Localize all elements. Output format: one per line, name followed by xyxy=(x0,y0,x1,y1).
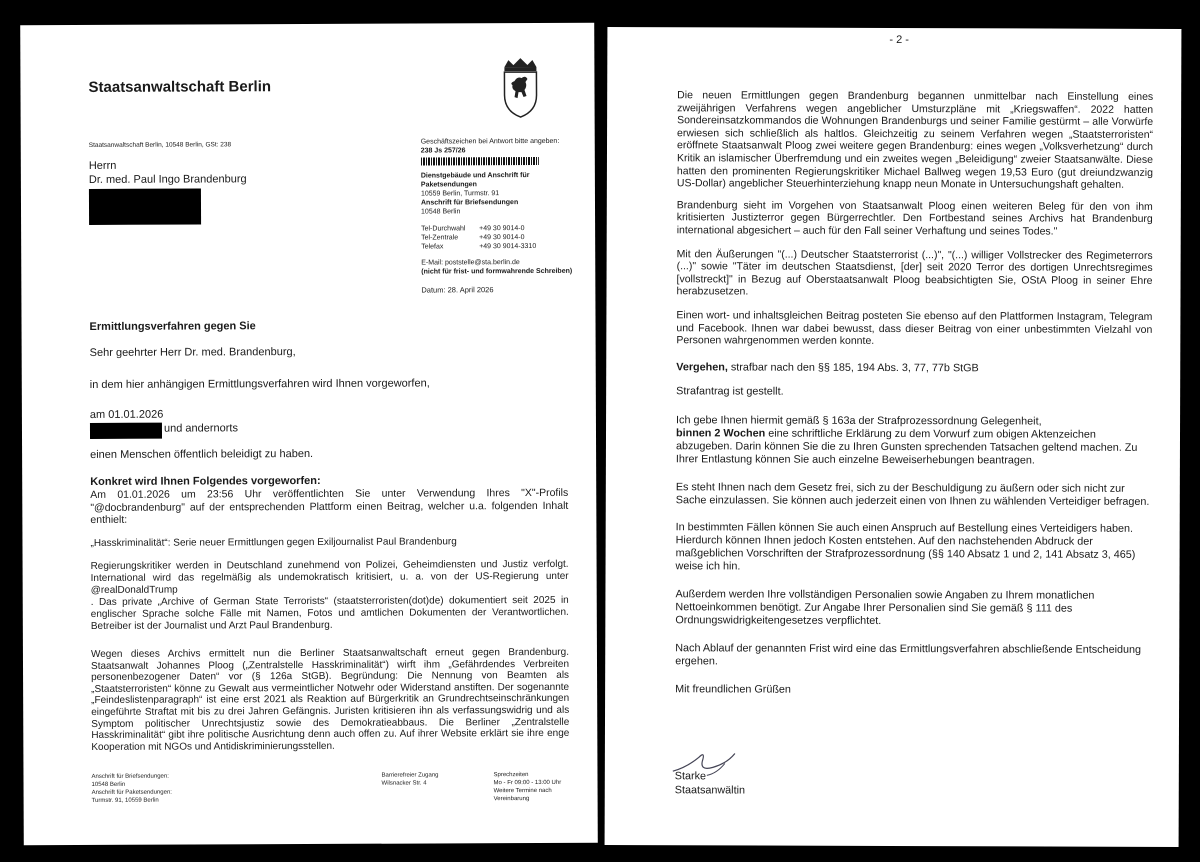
offence-place: und andernorts xyxy=(163,422,239,435)
sender-line: Staatsanwaltschaft Berlin, 10548 Berlin, GSt: 238 xyxy=(88,141,232,149)
email-line: E-Mail: poststelle@sta.berlin.de xyxy=(421,259,520,267)
letter-page-1 xyxy=(20,23,598,845)
letter-date: Datum: 28. April 2026 xyxy=(421,285,494,295)
page-2-body xyxy=(675,89,1153,697)
quote-paragraph-1: Regierungskritiker werden in Deutschland zunehmend von Polizei, Geheimdiensten und Justiz verfolgt. International wird das regelmäßig als undemokratisch kritisiert, u. a. von der US-Regierung unter @realDonaldTrump . Das private „Archive of German State Terrorists“ (staatsterroristen(dot)de) dokumentiert seit 2025 in englischer Sprache solche Fälle mit Namen, Fotos und amtlichen Dokumenten der Verantwortlichen. Betreiber ist der Journalist und Arzt Paul Brandenburg. xyxy=(90,558,569,632)
salutation: Sehr geehrter Herr Dr. med. Brandenburg, xyxy=(89,346,296,359)
footer-access: Barrierefreier Zugang Wilsnacker Str. 4 xyxy=(381,772,439,787)
p2-paragraph-1: Die neuen Ermittlungen gegen Brandenburg begannen unmittelbar nach Einstellung eines zweijährigen Verfahrens wegen angeblicher Umsturzpläne mit „Kriegswaffen“. 2022 hatten Sondereinsatzkommandos die Wohnungen Brandenburgs und seiner Familie gestürmt – alle Vorwürfe erwiesen sich schließlich als haltlos. Gleichzeitig zu seinem Verfahren wegen „Staatsterroristen“ eröffnete Staatsanwalt Ploog zwei weitere gegen Brandenburg: eines wegen „Volksverhetzung“ durch Kritik an islamischer Überfremdung und ein zweites wegen „Beleidigung“ zweier Staatsanwälte. Diese hatten den prominenten Regierungskritiker Michael Ballweg wegen 19,53 Euro (gut dreiundzwanzig US-Dollar) angeblicher Steuerhinterziehung knapp neun Monate in Untersuchungshaft gehalten. xyxy=(676,89,1154,191)
recipient-block xyxy=(89,158,247,187)
paragraph-1: Am 01.01.2026 um 23:56 Uhr veröffentlichten Sie unter Verwendung Ihres "X"-Profils "@docbrandenburg" auf der entsprechenden Plattform einen Beitrag, welcher u.a. folgenden Inhalt enthielt: xyxy=(90,486,569,527)
letters-heading: Anschrift für Briefsendungen xyxy=(420,199,519,207)
subject-line: Ermittlungsverfahren gegen Sie xyxy=(89,320,256,333)
phone-row: Tel-Durchwahl +49 30 9014-0 xyxy=(421,225,525,233)
decision-paragraph: Nach Ablauf der genannten Frist wird eine das Ermittlungsverfahren abschließende Entscheidung ergehen. xyxy=(675,641,1142,668)
page-number: - 2 - xyxy=(889,33,909,47)
phone-list xyxy=(421,224,581,252)
p2-paragraph-4: Einen wort- und inhaltsgleichen Beitrag posteten Sie ebenso auf den Plattformen Instagram, Telegram und Facebook. Ihnen war dabei bewusst, dass dieser Beitrag von einer unbestimmten Vielzahl von Personen wahrgenommen werden konnte. xyxy=(676,309,1153,348)
specific-heading: Konkret wird Ihnen Folgendes vorgeworfen: xyxy=(90,474,321,488)
footer-hours: Sprechzeiten Mo - Fr 09:00 - 13:00 Uhr Weitere Termine nach Vereinbarung xyxy=(493,772,562,803)
strafantrag-line: Strafantrag ist gestellt. xyxy=(676,384,784,398)
building-address: 10559 Berlin, Turmstr. 91 xyxy=(420,190,500,198)
letter-page-2 xyxy=(605,27,1182,847)
rights-paragraph: Es steht Ihnen nach dem Gesetz frei, sich zu der Beschuldigung zu äußern oder sich nicht zur Sache einzulassen. Sie können auch jederzeit einen von Ihnen zu wählenden Verteidiger befragen. xyxy=(675,480,1150,508)
barcode xyxy=(421,157,539,166)
phone-row: Tel-Zentrale +49 30 9014-0 xyxy=(421,234,525,242)
offence-classification: Vergehen, strafbar nach den §§ 185, 194 Abs. 3, 77, 77b StGB xyxy=(676,360,979,374)
p2-paragraph-2: Brandenburg sieht im Vorgehen von Staatsanwalt Ploog einen weiteren Beleg für den von ihm kritisierten Justizterror gegen Bürgerrechtler. Den Fortbestand seines Archivs hat Brandenburg international abgesichert – auch für den Fall seiner Verhaftung und seines Todes." xyxy=(676,198,1153,238)
email-note: (nicht für frist- und formwahrende Schreiben) xyxy=(421,267,573,276)
deadline-paragraph: Ich gebe Ihnen hiermit gemäß § 163a der Strafprozessordnung Gelegenheit, binnen 2 Wochen eine schriftliche Erklärung zu dem Vorwurf zum obigen Aktenzeichen abzugeben. Darin können Sie die zu Ihren Gunsten sprechenden Tatsachen geltend machen. Zu Ihrer Entlastung können Sie auch einzelne Beweiserhebungen beantragen. xyxy=(675,413,1138,467)
redacted-address xyxy=(89,188,201,224)
building-heading: Dienstgebäude und Anschrift für Paketsendungen xyxy=(420,172,530,189)
phone-row: Telefax +49 30 9014-3310 xyxy=(421,243,537,251)
personal-data-paragraph: Außerdem werden Ihre vollständigen Personalien sowie Angaben zu Ihrem monatlichen Nettoeinkommen benötigt. Zur Angabe Ihrer Personalien sind Sie gemäß § 111 des Ordnungswidrigkeitengesetzes verpflichtet. xyxy=(675,587,1095,627)
costs-paragraph: Hierdurch können Ihnen jedoch Kosten entstehen. Auf den nachstehenden Abdruck der maßgeblichen Vorschriften der Strafprozessordnung (§§ 140 Absatz 1 und 2, 141 Absatz 3, 465) weise ich hin. xyxy=(675,533,1136,573)
offence-date: am 01.01.2026 xyxy=(89,408,164,421)
quote-paragraph-2: Wegen dieses Archivs ermittelt nun die Berliner Staatsanwaltschaft erneut gegen Brandenburg. Staatsanwalt Johannes Ploog („Zentralstelle Hasskriminalität“) wirft ihm „Gefährdendes Verbreiten personenbezogener Daten“ vor (§ 126a StGB). Begründung: Die Nennung von Beamten als „Staatsterroristen“ könne zu Gewalt aus vermeintlicher Notwehr oder Widerstand anstiften. Der sogenannte „Feindeslistenparagraph“ ist eine erst 2021 als Reaktion auf Bürgerkritik an Grundrechtseinschränkungen eingeführte Straftat mit bis zu drei Jahren Gefängnis. Juristen kritisieren ihn als verfassungswidrig und als Symptom politischer Unrechtsjustiz sowie des Demokratieabbaus. Die Berliner „Zentralstelle Hasskriminalität“ gibt ihre politische Ausrichtung denn auch offen zu. Auf ihrer Website erklärt sie ihre enge Kooperation mit NGOs und Antidiskriminierungsstellen. xyxy=(90,646,570,753)
defender-paragraph: In bestimmten Fällen können Sie auch einen Anspruch auf Bestellung eines Verteidigers haben. xyxy=(675,520,1134,535)
authority-title: Staatsanwaltschaft Berlin xyxy=(88,78,272,96)
intro-line: in dem hier anhängigen Ermittlungsverfahren wird Ihnen vorgeworfen, xyxy=(89,377,430,391)
redacted-location xyxy=(90,423,162,439)
closing-greeting: Mit freundlichen Grüßen xyxy=(675,682,791,696)
reference-label: Geschäftszeichen bei Antwort bitte angeben: xyxy=(420,137,560,146)
signer-title: Staatsanwältin xyxy=(674,784,746,797)
footer-addresses: Anschrift für Briefsendungen: 10548 Berlin Anschrift für Paketsendungen: Turmstr. 91, 10559 Berlin xyxy=(91,773,172,804)
letters-address: 10548 Berlin xyxy=(421,208,461,216)
berlin-coat-of-arms-icon xyxy=(498,57,542,119)
reference-number: 238 Js 257/26 xyxy=(420,147,466,155)
quote-title: „Hasskriminalität“: Serie neuer Ermittlungen gegen Exiljournalist Paul Brandenburg xyxy=(90,536,457,549)
recipient-title: Herrn xyxy=(88,159,117,172)
p2-paragraph-3: Mit den Äußerungen "(...) Deutscher Staatsterrorist (...)", "(...) williger Vollstrecker des Regimeterrors (...)" sowie "Täter im deutschen Staatsdienst, [der] seit 2020 Terror des dortigen Unrechtsregimes [vollstreckt]" in Bezug auf Oberstaatsanwalt Ploog beabsichtigten Sie, OStA Ploog in seiner Ehre herabzusetzen. xyxy=(676,247,1153,298)
info-column xyxy=(421,137,582,295)
signer-name: Starke xyxy=(674,770,707,783)
charge-line: einen Menschen öffentlich beleidigt zu haben. xyxy=(90,447,314,461)
recipient-name: Dr. med. Paul Ingo Brandenburg xyxy=(88,173,247,186)
